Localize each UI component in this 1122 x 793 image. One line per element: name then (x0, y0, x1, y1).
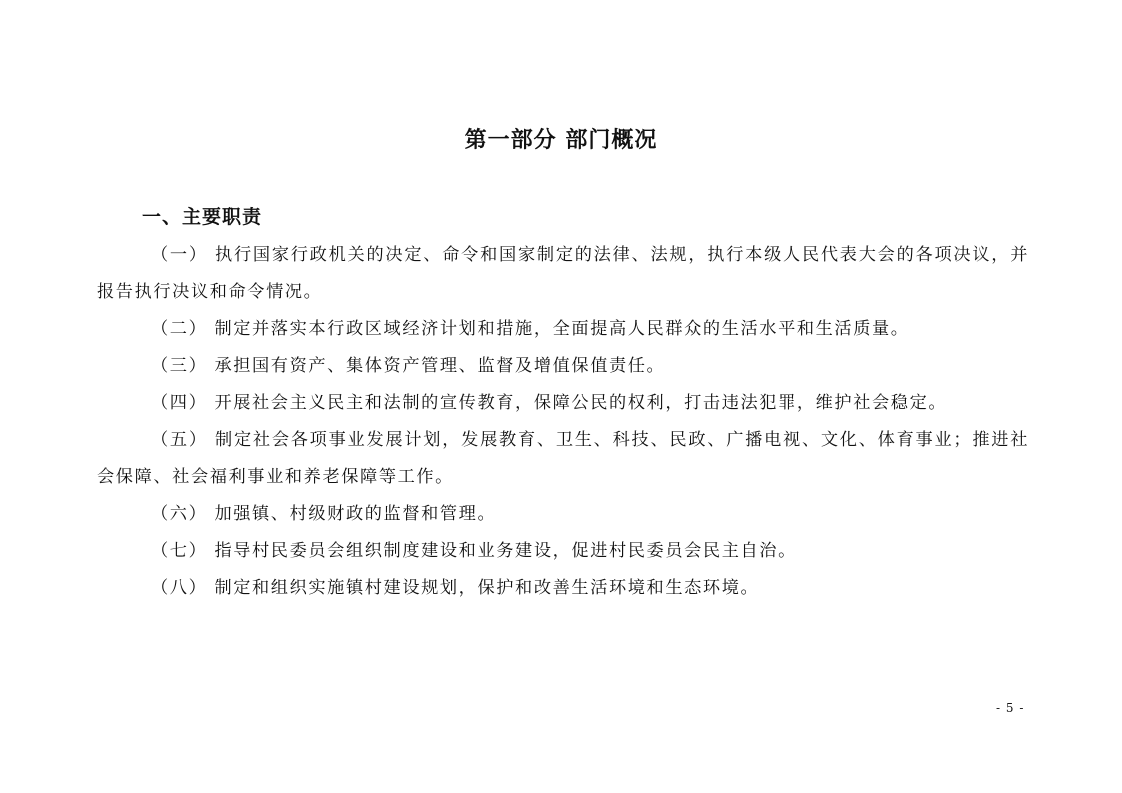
paragraph-5 (97, 422, 1029, 496)
paragraph-8 (97, 570, 1029, 607)
paragraph-number: （八） (151, 578, 208, 598)
paragraph-number: （一） (151, 245, 208, 265)
paragraph-text: 制定并落实本行政区域经济计划和措施，全面提高人民群众的生活水平和生活质量。 (207, 319, 910, 339)
paragraph-7 (97, 533, 1029, 570)
body-text (97, 237, 1029, 607)
paragraph-number: （六） (151, 504, 208, 524)
paragraph-text: 指导村民委员会组织制度建设和业务建设，促进村民委员会民主自治。 (207, 541, 797, 561)
paragraph-number: （二） (151, 319, 208, 339)
paragraph-4 (97, 385, 1029, 422)
paragraph-2 (97, 311, 1029, 348)
paragraph-text: 开展社会主义民主和法制的宣传教育，保障公民的权利，打击违法犯罪，维护社会稳定。 (207, 393, 948, 413)
paragraph-text: 制定社会各项事业发展计划，发展教育、卫生、科技、民政、广播电视、文化、体育事业；推进社会保障、社会福利事业和养老保障等工作。 (97, 430, 1029, 487)
paragraph-text: 执行国家行政机关的决定、命令和国家制定的法律、法规，执行本级人民代表大会的各项决议，并报告执行决议和命令情况。 (97, 245, 1029, 302)
paragraph-text: 加强镇、村级财政的监督和管理。 (207, 504, 497, 524)
paragraph-text: 制定和组织实施镇村建设规划，保护和改善生活环境和生态环境。 (207, 578, 760, 598)
paragraph-number: （三） (151, 356, 208, 376)
paragraph-number: （七） (151, 541, 208, 561)
section-heading: 一、主要职责 (142, 206, 263, 228)
paragraph-6 (97, 496, 1029, 533)
paragraph-number: （五） (151, 430, 208, 450)
paragraph-1 (97, 237, 1029, 311)
page-title: 第一部分 部门概况 (464, 128, 658, 153)
paragraph-number: （四） (151, 393, 208, 413)
page-number: - 5 - (996, 701, 1025, 715)
paragraph-3 (97, 348, 1029, 385)
paragraph-text: 承担国有资产、集体资产管理、监督及增值保值责任。 (207, 356, 666, 376)
